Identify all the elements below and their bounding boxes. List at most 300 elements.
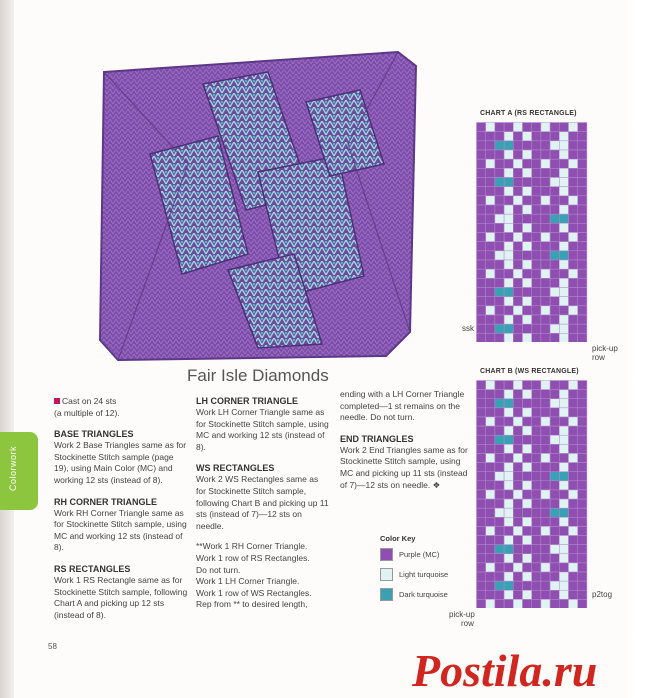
chart-a-cell [523, 132, 532, 141]
chart-b-cell [578, 517, 587, 526]
chart-a-cell [569, 297, 578, 306]
multiple-text: (a multiple of 12). [54, 407, 120, 418]
repeat-line-4: Work 1 LH Corner Triangle. [196, 576, 300, 587]
chart-b-cell [559, 554, 568, 563]
chart-b-cell [550, 435, 559, 444]
page-title: Fair Isle Diamonds [187, 366, 329, 385]
chart-b-cell [495, 453, 504, 462]
chart-b-cell [477, 417, 486, 426]
chart-b-cell [559, 599, 568, 608]
chart-a-cell [541, 324, 550, 333]
chart-a-cell [504, 242, 513, 251]
chart-a-cell [559, 333, 568, 342]
chart-b-cell [486, 590, 495, 599]
chart-a-cell [559, 260, 568, 269]
chart-b-cell [569, 417, 578, 426]
chart-a-cell [550, 223, 559, 232]
chart-a-cell [486, 260, 495, 269]
chart-a-cell [486, 297, 495, 306]
chart-b-cell [569, 453, 578, 462]
chart-a-cell [578, 132, 587, 141]
chart-b-cell [477, 426, 486, 435]
chart-b-cell [532, 453, 541, 462]
postila-watermark-logo [408, 642, 660, 698]
knitted-swatch-photo [98, 44, 418, 362]
chart-b-cell [513, 390, 522, 399]
chart-b-cell [523, 472, 532, 481]
chart-b-cell [532, 481, 541, 490]
chart-b-cell [532, 408, 541, 417]
chart-a-cell [513, 251, 522, 260]
chart-b-cell [541, 472, 550, 481]
chart-a-cell [486, 288, 495, 297]
chart-a-cell [559, 178, 568, 187]
chart-b-cell [523, 536, 532, 545]
chart-b-cell [477, 545, 486, 554]
purple-label: Purple (MC) [399, 549, 440, 559]
chart-b-cell [578, 536, 587, 545]
chart-b-cell [495, 517, 504, 526]
chart-b-cell [477, 536, 486, 545]
chart-b-cell [504, 481, 513, 490]
chart-b-p2tog-label: p2tog [592, 590, 613, 599]
chart-b-cell [523, 526, 532, 535]
chart-b-cell [477, 472, 486, 481]
chart-a-cell [513, 150, 522, 159]
chart-a-cell [569, 132, 578, 141]
chart-a-cell [578, 269, 587, 278]
chart-a-cell [569, 223, 578, 232]
chart-b-cell [550, 554, 559, 563]
chart-b-cell [550, 545, 559, 554]
chart-b-cell [486, 554, 495, 563]
chart-b-cell [541, 563, 550, 572]
chart-a-cell [523, 278, 532, 287]
chart-a-cell [504, 132, 513, 141]
chart-b-cell [513, 526, 522, 535]
chart-b-cell [495, 554, 504, 563]
chart-a-cell [569, 123, 578, 132]
chart-b-cell [569, 517, 578, 526]
chart-b-cell [513, 554, 522, 563]
chart-b-cell [541, 545, 550, 554]
chart-a-cell [504, 168, 513, 177]
chart-a-cell [532, 196, 541, 205]
chart-a-cell [550, 159, 559, 168]
chart-b-cell [495, 444, 504, 453]
chart-b-cell [495, 381, 504, 390]
chart-a-cell [559, 278, 568, 287]
lh-corner-triangle-heading: LH CORNER TRIANGLE [196, 396, 298, 406]
chart-a-cell [578, 141, 587, 150]
chart-b-cell [559, 545, 568, 554]
chart-a-cell [541, 123, 550, 132]
chart-b-cell [513, 508, 522, 517]
chart-a-cell [532, 223, 541, 232]
chart-b-cell [486, 381, 495, 390]
chart-b-cell [504, 417, 513, 426]
chart-b-cell [569, 563, 578, 572]
chart-b-cell [541, 417, 550, 426]
chart-b-cell [578, 408, 587, 417]
chart-a-cell [504, 141, 513, 150]
bullet-icon [54, 398, 60, 404]
chart-b-cell [550, 499, 559, 508]
chart-b-cell [523, 481, 532, 490]
end-triangles-text: Work 2 End Triangles same as for Stockinette Stitch sample, using MC and picking up 11 sts (instead of 7)—12 sts on needle. ❖ [340, 444, 468, 490]
chart-a-cell [523, 315, 532, 324]
chart-b-cell [532, 444, 541, 453]
chart-b-cell [477, 381, 486, 390]
chart-a-cell [477, 333, 486, 342]
chart-a-cell [550, 141, 559, 150]
chart-a-cell [532, 324, 541, 333]
chart-a-cell [477, 324, 486, 333]
chart-b-cell [495, 499, 504, 508]
chart-a-cell [495, 214, 504, 223]
chart-a-cell [541, 214, 550, 223]
rs-rectangles-text: Work 1 RS Rectangle same as for Stockinette Stitch sample, following Chart A and picking up 12 sts (instead of 8). [54, 574, 188, 620]
chart-b-cell [486, 545, 495, 554]
chart-a-cell [495, 187, 504, 196]
chart-a-cell [569, 269, 578, 278]
chart-b-cell [523, 463, 532, 472]
chart-b-cell [477, 463, 486, 472]
chart-b-cell [550, 472, 559, 481]
chart-b-cell [486, 390, 495, 399]
chart-b-cell [523, 563, 532, 572]
chart-b-cell [532, 508, 541, 517]
chart-a-cell [559, 168, 568, 177]
ws-rectangles-heading: WS RECTANGLES [196, 463, 275, 474]
chart-b-cell [477, 453, 486, 462]
chart-a-cell [523, 223, 532, 232]
chart-a-cell [513, 297, 522, 306]
chart-a-cell [477, 178, 486, 187]
chart-a-cell [541, 205, 550, 214]
dark-turquoise-label: Dark turquoise [399, 589, 448, 599]
chart-b-cell [559, 508, 568, 517]
chart-b-cell [486, 472, 495, 481]
repeat-line-5: Work 1 row of WS Rectangles. [196, 587, 312, 598]
chart-a-cell [550, 324, 559, 333]
chart-a-cell [486, 242, 495, 251]
chart-b-cell [477, 599, 486, 608]
chart-a-cell [523, 260, 532, 269]
chart-b-cell [504, 526, 513, 535]
chart-b-cell [578, 526, 587, 535]
chart-b-cell [541, 408, 550, 417]
chart-a-cell [541, 159, 550, 168]
chart-b-cell [495, 463, 504, 472]
chart-b-cell [550, 426, 559, 435]
chart-a-cell [504, 123, 513, 132]
chart-a-cell [523, 159, 532, 168]
chart-a-cell [486, 269, 495, 278]
chart-b-cell [523, 435, 532, 444]
chart-a-cell [477, 260, 486, 269]
chart-a-cell [523, 333, 532, 342]
chart-b-cell [513, 417, 522, 426]
chart-a-cell [532, 269, 541, 278]
chart-b-cell [477, 408, 486, 417]
chart-a-cell [523, 306, 532, 315]
chart-a-cell [578, 233, 587, 242]
chart-b-cell [504, 572, 513, 581]
chart-a-cell [578, 297, 587, 306]
chart-b-cell [550, 526, 559, 535]
chart-b-cell [559, 490, 568, 499]
chart-b-cell [532, 426, 541, 435]
chart-a-cell [550, 278, 559, 287]
color-key [380, 534, 460, 607]
chart-b-cell [578, 572, 587, 581]
page-right-edge [620, 0, 660, 698]
chart-b-cell [486, 399, 495, 408]
chart-a-cell [569, 278, 578, 287]
chart-b-cell [513, 599, 522, 608]
page-gutter [0, 0, 14, 698]
chart-a-cell [578, 242, 587, 251]
chart-a-cell [550, 178, 559, 187]
chart-a-cell [486, 278, 495, 287]
chart-b-cell [569, 499, 578, 508]
chart-b-cell [523, 554, 532, 563]
chart-a-cell [523, 251, 532, 260]
chart-a-cell [559, 123, 568, 132]
chart-b-cell [559, 435, 568, 444]
chart-a-cell [513, 269, 522, 278]
chart-a-cell [486, 187, 495, 196]
chart-a-cell [513, 187, 522, 196]
chart-b-cell [559, 472, 568, 481]
chart-a-cell [477, 132, 486, 141]
chart-b-cell [559, 536, 568, 545]
chart-b-cell [550, 581, 559, 590]
chart-a-cell [523, 187, 532, 196]
chart-a-cell [569, 251, 578, 260]
chart-b-cell [513, 444, 522, 453]
chart-a-cell [513, 214, 522, 223]
chart-a-cell [541, 233, 550, 242]
chart-b-cell [513, 581, 522, 590]
chart-b-cell [495, 526, 504, 535]
chart-b-cell [486, 417, 495, 426]
chart-b-cell [559, 581, 568, 590]
chart-b-cell [486, 536, 495, 545]
chart-b-cell [513, 408, 522, 417]
chart-a-cell [559, 159, 568, 168]
chart-b-cell [504, 563, 513, 572]
chart-b-cell [477, 554, 486, 563]
cast-on-line [54, 396, 190, 408]
chart-a-cell [513, 168, 522, 177]
chart-a-cell [532, 297, 541, 306]
chart-b-cell [513, 399, 522, 408]
chart-b-cell [513, 545, 522, 554]
chart-b-cell [559, 590, 568, 599]
chart-a-cell [477, 223, 486, 232]
chart-a-cell [578, 333, 587, 342]
chart-a-cell [513, 333, 522, 342]
cast-on-text: Cast on 24 sts [62, 396, 117, 406]
chart-b-cell [504, 408, 513, 417]
color-key-item-dark-turquoise [380, 587, 460, 601]
chart-b-cell [477, 499, 486, 508]
chart-b-cell [513, 463, 522, 472]
chart-b-cell [559, 444, 568, 453]
chart-b-cell [541, 581, 550, 590]
chart-a-cell [495, 324, 504, 333]
chart-a-cell [550, 196, 559, 205]
chart-b-cell [550, 417, 559, 426]
chart-a-cell [504, 150, 513, 159]
chart-a-cell [532, 251, 541, 260]
chart-b-cell [541, 590, 550, 599]
chart-a-cell [495, 168, 504, 177]
chart-b-cell [532, 417, 541, 426]
chart-a-cell [504, 251, 513, 260]
chart-a-cell [513, 141, 522, 150]
chart-b-cell [523, 408, 532, 417]
chart-b-cell [532, 490, 541, 499]
chart-a-cell [504, 260, 513, 269]
chart-a-cell [569, 242, 578, 251]
chart-b-cell [578, 390, 587, 399]
chart-b-cell [513, 453, 522, 462]
chart-a-cell [541, 278, 550, 287]
chart-a-cell [541, 251, 550, 260]
chart-a-cell [559, 132, 568, 141]
chart-b-cell [477, 490, 486, 499]
chart-b-cell [550, 453, 559, 462]
chart-b-cell [486, 463, 495, 472]
chart-b-cell [550, 399, 559, 408]
chart-b-cell [550, 536, 559, 545]
chart-b-cell [569, 590, 578, 599]
chart-b-cell [495, 508, 504, 517]
chart-b-cell [477, 481, 486, 490]
chart-b-cell [523, 390, 532, 399]
chart-b-cell [550, 508, 559, 517]
chart-a-cell [532, 123, 541, 132]
chart-b-cell [541, 599, 550, 608]
chart-b-cell [550, 590, 559, 599]
chart-a-cell [495, 141, 504, 150]
chart-b-cell [550, 572, 559, 581]
rh-corner-triangle-heading: RH CORNER TRIANGLE [54, 496, 157, 507]
chart-a-cell [486, 141, 495, 150]
chart-b-cell [532, 599, 541, 608]
chart-b-cell [504, 490, 513, 499]
chart-a-cell [486, 168, 495, 177]
chart-a-cell [550, 168, 559, 177]
chart-b-cell [513, 499, 522, 508]
chart-b-cell [504, 581, 513, 590]
chart-b-cell [532, 472, 541, 481]
chart-b-cell [477, 444, 486, 453]
chart-b-cell [523, 499, 532, 508]
chart-a-cell [559, 223, 568, 232]
chart-a-cell [486, 251, 495, 260]
chart-b-cell [513, 572, 522, 581]
chart-a-ssk-label: ssk [462, 324, 474, 333]
chart-a-cell [495, 132, 504, 141]
chart-a-cell [569, 168, 578, 177]
chart-b-cell [513, 536, 522, 545]
chart-b-cell [559, 381, 568, 390]
chart-a-cell [569, 178, 578, 187]
chart-b-cell [513, 563, 522, 572]
chart-a-cell [523, 324, 532, 333]
chart-a-cell [559, 324, 568, 333]
chart-b-cell [569, 545, 578, 554]
chart-b-cell [504, 381, 513, 390]
chart-a-cell [578, 159, 587, 168]
chart-b-cell [569, 526, 578, 535]
chart-b-cell [578, 508, 587, 517]
chart-b-cell [486, 490, 495, 499]
chart-a-cell [541, 223, 550, 232]
chart-b-cell [495, 590, 504, 599]
chart-a-cell [477, 251, 486, 260]
chart-a-cell [477, 168, 486, 177]
chart-a-cell [486, 132, 495, 141]
chart-a-cell [477, 214, 486, 223]
chart-a-cell [569, 141, 578, 150]
section-tab [0, 432, 38, 510]
chart-a-pickup-label: pick-up [592, 344, 618, 353]
chart-a-cell [513, 278, 522, 287]
chart-a-cell [559, 315, 568, 324]
chart-b-cell [504, 517, 513, 526]
chart-b-cell [486, 499, 495, 508]
chart-a-cell [495, 278, 504, 287]
chart-b-cell [504, 444, 513, 453]
chart-a-cell [504, 196, 513, 205]
chart-a-cell [504, 306, 513, 315]
chart-b-cell [486, 599, 495, 608]
light-turquoise-label: Light turquoise [399, 569, 449, 579]
chart-a-cell [550, 233, 559, 242]
chart-b-cell [541, 381, 550, 390]
chart-a-cell [569, 315, 578, 324]
chart-a-cell [550, 297, 559, 306]
chart-b-cell [523, 590, 532, 599]
chart-b-cell [559, 399, 568, 408]
chart-a-cell [541, 178, 550, 187]
chart-a-cell [532, 132, 541, 141]
chart-a-cell [504, 223, 513, 232]
chart-a-cell [559, 150, 568, 159]
chart-a-cell [578, 260, 587, 269]
chart-a-cell [532, 233, 541, 242]
repeat-line-1: **Work 1 RH Corner Triangle. [196, 541, 308, 552]
chart-b-cell [523, 417, 532, 426]
chart-a-cell [486, 306, 495, 315]
chart-b-cell [532, 381, 541, 390]
chart-a-cell [578, 123, 587, 132]
chart-b-cell [532, 581, 541, 590]
chart-b-cell [495, 426, 504, 435]
ws-rectangles-text: Work 2 WS Rectangles same as for Stockinette Stitch sample, following Chart B and picking up 11 sts (instead of 7)—12 sts on needle. [196, 474, 329, 531]
chart-b-cell [523, 444, 532, 453]
chart-a-cell [532, 315, 541, 324]
chart-b-cell [504, 399, 513, 408]
chart-b-cell [532, 517, 541, 526]
chart-b-cell [477, 572, 486, 581]
chart-b-cell [513, 481, 522, 490]
